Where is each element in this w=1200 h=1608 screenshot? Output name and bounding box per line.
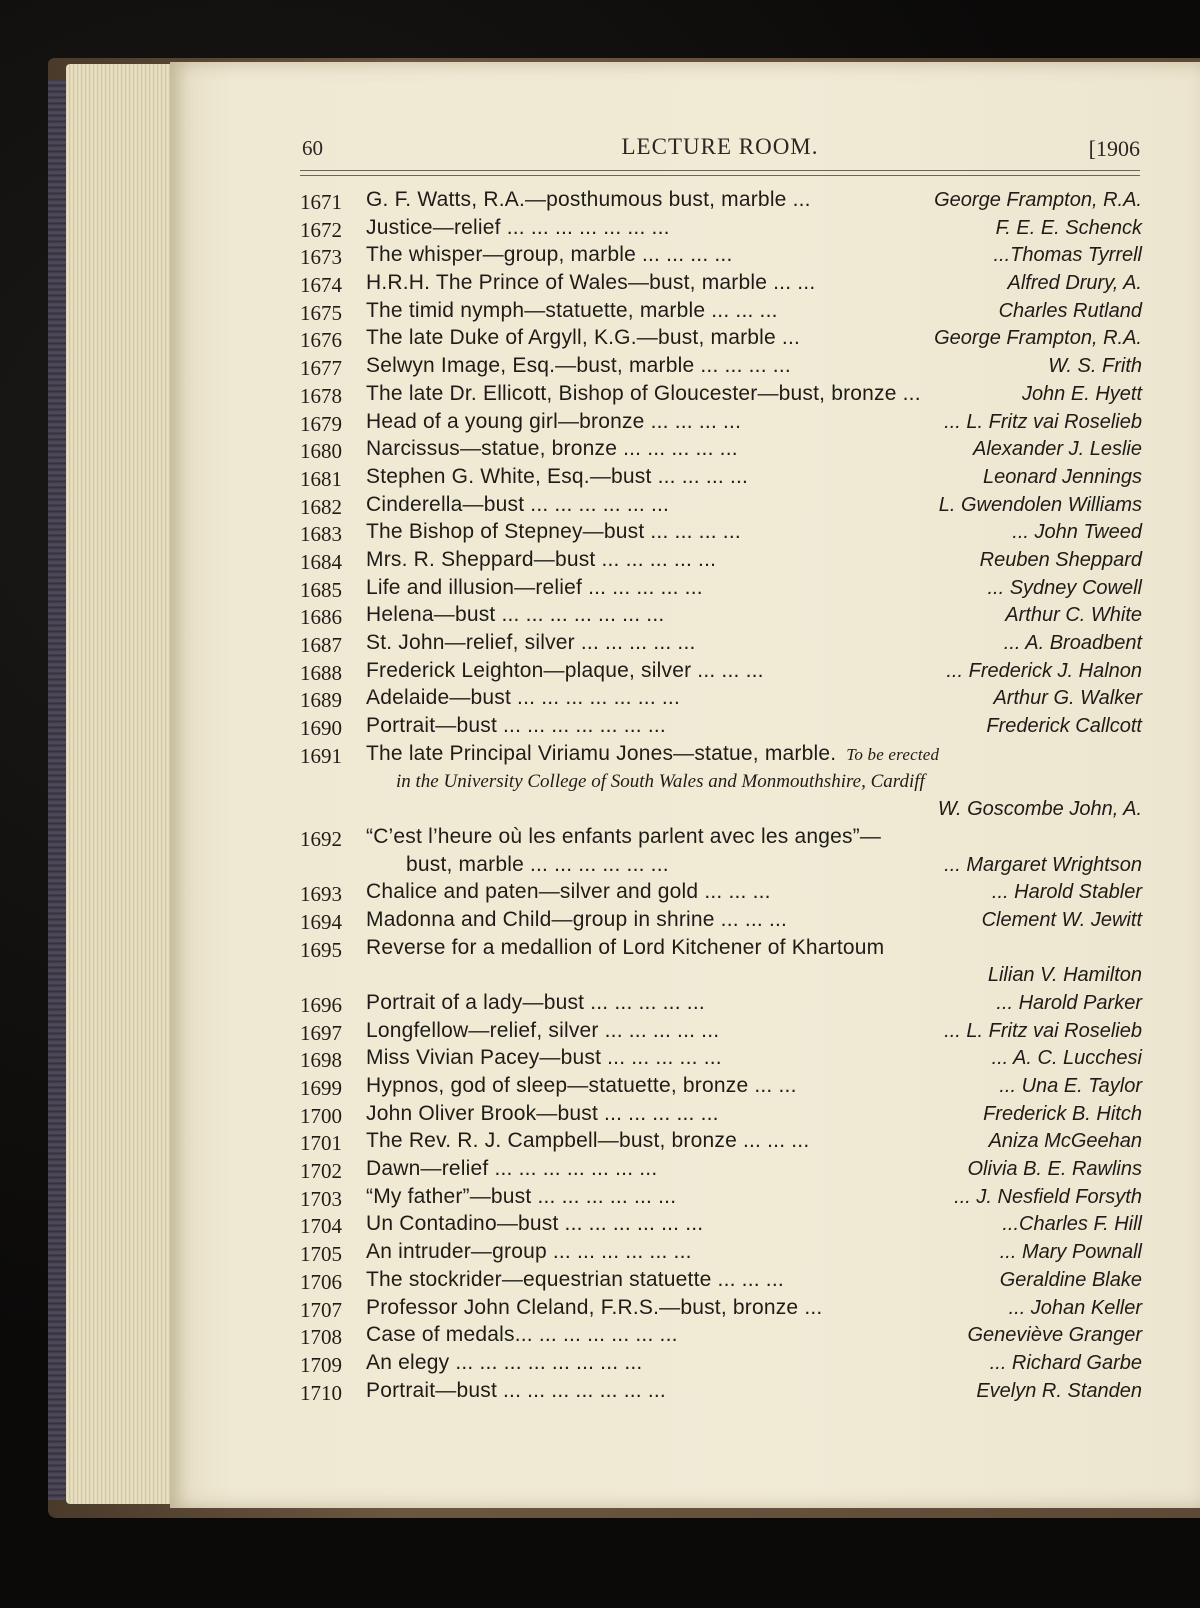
entry-artist: ... Harold Stabler: [991, 881, 1142, 904]
entry-artist: F. E. E. Schenck: [995, 216, 1142, 239]
entry-artist: ... A. C. Lucchesi: [991, 1047, 1142, 1070]
entry-number: 1679: [300, 411, 342, 436]
entry-artist: ... Mary Pownall: [999, 1241, 1142, 1264]
catalogue-entry-artist-line: [300, 797, 1142, 825]
catalogue-entry: [300, 1157, 1142, 1185]
catalogue-entry: [300, 216, 1142, 244]
catalogue-entry: [300, 991, 1142, 1019]
entry-number: 1692: [300, 826, 342, 851]
entry-number: 1707: [300, 1297, 342, 1322]
entry-artist: L. Gwendolen Williams: [938, 493, 1142, 516]
entry-artist: Reuben Sheppard: [979, 548, 1142, 571]
entry-title: Frederick Leighton—plaque, silver ... ... ...: [366, 658, 764, 682]
entry-number: 1703: [300, 1186, 342, 1211]
entry-artist: George Frampton, R.A.: [934, 327, 1142, 350]
entry-title: Mrs. R. Sheppard—bust ... ... ... ... ...: [366, 547, 717, 571]
catalogue-entry: [300, 410, 1142, 438]
entry-number: 1704: [300, 1214, 342, 1239]
entry-number: 1710: [300, 1380, 342, 1405]
entry-artist: Clement W. Jewitt: [981, 908, 1142, 931]
entry-title: John Oliver Brook—bust ... ... ... ... ...: [366, 1101, 719, 1125]
catalogue-entry: [300, 271, 1142, 299]
entry-title: Case of medals... ... ... ... ... ... ...: [366, 1323, 678, 1347]
entry-artist: ... Johan Keller: [1008, 1296, 1142, 1319]
catalogue-entry: [300, 520, 1142, 548]
entry-note-start: To be erected: [846, 744, 940, 764]
entry-number: 1690: [300, 716, 342, 741]
page-edges: [66, 64, 176, 1504]
catalogue-entry: [300, 437, 1142, 465]
catalogue-entry: [300, 354, 1142, 382]
entry-title: Portrait—bust ... ... ... ... ... ... ...: [366, 714, 666, 738]
entry-title: Reverse for a medallion of Lord Kitchener of Khartoum: [366, 935, 885, 959]
catalogue-entry: [300, 1351, 1142, 1379]
catalogue-entry: [300, 936, 1142, 964]
entry-artist: ...Thomas Tyrrell: [993, 244, 1142, 267]
entry-artist: Geneviève Granger: [967, 1324, 1142, 1347]
entry-number: 1691: [300, 743, 342, 768]
entry-title: Cinderella—bust ... ... ... ... ... ...: [366, 492, 670, 516]
catalogue-entry: [300, 1212, 1142, 1240]
entry-number: 1673: [300, 245, 342, 270]
entry-title: Professor John Cleland, F.R.S.—bust, bronze ...: [366, 1295, 823, 1319]
entry-artist: George Frampton, R.A.: [934, 189, 1142, 211]
catalogue-entry: [300, 382, 1142, 410]
entry-title: Longfellow—relief, silver ... ... ... ... ...: [366, 1018, 720, 1042]
entry-title: The Rev. R. J. Campbell—bust, bronze ... ... ...: [366, 1129, 810, 1153]
entry-number: 1709: [300, 1352, 342, 1377]
catalogue-entry-artist-line: [300, 963, 1142, 991]
entry-artist: ... A. Broadbent: [1003, 632, 1142, 654]
entry-artist: Geraldine Blake: [999, 1268, 1142, 1291]
entry-artist: ... Richard Garbe: [989, 1351, 1142, 1374]
entry-number: 1697: [300, 1020, 342, 1045]
catalogue-entry: [300, 243, 1142, 271]
entry-note: in the University College of South Wales and Monmouthshire, Cardiff: [396, 771, 925, 793]
catalogue-entry: [300, 1323, 1142, 1351]
entry-artist: ... Harold Parker: [996, 991, 1142, 1014]
catalogue-entry: [300, 326, 1142, 354]
entry-title: Miss Vivian Pacey—bust ... ... ... ... ...: [366, 1046, 722, 1070]
entry-number: 1695: [300, 937, 342, 962]
entry-title: Hypnos, god of sleep—statuette, bronze ... ...: [366, 1074, 797, 1097]
entry-title: G. F. Watts, R.A.—posthumous bust, marble ...: [366, 188, 811, 211]
entry-artist: Alfred Drury, A.: [1007, 272, 1142, 295]
entry-artist: Frederick Callcott: [986, 715, 1142, 738]
page-number: 60: [302, 136, 323, 160]
entry-artist: Arthur C. White: [1005, 604, 1142, 627]
entry-number: 1702: [300, 1159, 342, 1184]
entry-artist: W. S. Frith: [1048, 355, 1142, 378]
entry-artist: Leonard Jennings: [982, 465, 1142, 488]
entry-title: Head of a young girl—bronze ... ... ... ...: [366, 409, 742, 433]
entry-number: 1675: [300, 300, 342, 325]
entry-number: 1688: [300, 660, 342, 685]
catalogue-entry: [300, 1102, 1142, 1130]
entry-number: 1706: [300, 1269, 342, 1294]
catalogue-entry: [300, 1268, 1142, 1296]
entry-title: The whisper—group, marble ... ... ... ...: [366, 243, 733, 267]
entry-title: Helena—bust ... ... ... ... ... ... ...: [366, 603, 665, 627]
entry-number: 1686: [300, 605, 342, 630]
entry-artist: ...Charles F. Hill: [1002, 1213, 1142, 1236]
entry-number: 1678: [300, 383, 342, 408]
entry-number: 1674: [300, 273, 342, 298]
page-year: [1906: [1088, 136, 1140, 161]
entry-title: The stockrider—equestrian statuette ... ... ...: [366, 1267, 784, 1291]
page-title: LECTURE ROOM.: [621, 134, 819, 159]
entry-number: 1682: [300, 494, 342, 519]
header-rule: [300, 170, 1140, 176]
catalogue-entry: [300, 603, 1142, 631]
running-head: [300, 132, 1140, 166]
entry-title: [366, 742, 939, 766]
entry-artist: ... Sydney Cowell: [987, 576, 1142, 599]
catalogue-entry: [300, 1240, 1142, 1268]
entry-artist: ... J. Nesfield Forsyth: [954, 1185, 1142, 1208]
entry-number: 1687: [300, 633, 342, 657]
entry-number: 1708: [300, 1325, 342, 1350]
catalogue-entry: [300, 742, 1142, 770]
entry-title: St. John—relief, silver ... ... ... ... ...: [366, 631, 696, 654]
entry-number: 1698: [300, 1048, 342, 1073]
catalogue-entry: [300, 1019, 1142, 1047]
entry-artist: Evelyn R. Standen: [976, 1379, 1142, 1402]
entry-number: 1676: [300, 328, 342, 353]
entry-artist: Arthur G. Walker: [993, 687, 1142, 710]
entry-artist: Aniza McGeehan: [988, 1130, 1142, 1153]
entry-title: An intruder—group ... ... ... ... ... ...: [366, 1240, 692, 1264]
catalogue-entry: [300, 576, 1142, 604]
catalogue-entry: [300, 908, 1142, 936]
catalogue-entry: [300, 714, 1142, 742]
catalogue-entry: [300, 493, 1142, 521]
catalogue-list: [300, 188, 1142, 1406]
entry-artist: W. Goscombe John, A.: [937, 798, 1142, 821]
catalogue-entry: [300, 686, 1142, 714]
entry-continuation: bust, marble ... ... ... ... ... ...: [406, 852, 669, 876]
catalogue-entry: [300, 1296, 1142, 1324]
catalogue-entry: [300, 299, 1142, 327]
entry-number: 1700: [300, 1103, 342, 1128]
catalogue-entry: [300, 188, 1142, 216]
entry-artist: Alexander J. Leslie: [973, 438, 1142, 461]
entry-title: Life and illusion—relief ... ... ... ... ...: [366, 575, 703, 599]
entry-number: 1681: [300, 466, 342, 491]
entry-artist: John E. Hyett: [1021, 382, 1142, 405]
entry-title: Dawn—relief ... ... ... ... ... ... ...: [366, 1157, 658, 1181]
entry-artist: Olivia B. E. Rawlins: [967, 1158, 1142, 1181]
entry-artist: ... Una E. Taylor: [999, 1075, 1142, 1097]
entry-artist: ... L. Fritz vai Roselieb: [944, 1019, 1142, 1042]
entry-number: 1672: [300, 217, 342, 242]
entry-number: 1671: [300, 190, 342, 214]
entry-title: The timid nymph—statuette, marble ... ... ...: [366, 298, 778, 322]
entry-title: Portrait of a lady—bust ... ... ... ... ...: [366, 990, 705, 1014]
entry-number: 1684: [300, 549, 342, 574]
entry-title: The Bishop of Stepney—bust ... ... ... ...: [366, 520, 741, 544]
entry-title: “C’est l’heure où les enfants parlent avec les anges”—: [366, 824, 882, 848]
entry-number: 1701: [300, 1131, 342, 1156]
catalogue-entry: [300, 659, 1142, 687]
catalogue-entry: [300, 1129, 1142, 1157]
entry-artist: ... John Tweed: [1012, 521, 1142, 544]
entry-title: The late Duke of Argyll, K.G.—bust, marble ...: [366, 326, 801, 350]
entry-title: Stephen G. White, Esq.—bust ... ... ... ...: [366, 464, 749, 488]
entry-artist: ... L. Fritz vai Roselieb: [944, 410, 1142, 433]
entry-title: Un Contadino—bust ... ... ... ... ... ...: [366, 1212, 704, 1236]
catalogue-entry-continuation: [300, 853, 1142, 881]
entry-title: Madonna and Child—group in shrine ... ... ...: [366, 907, 788, 931]
catalogue-entry: [300, 1074, 1142, 1102]
catalogue-entry: [300, 1379, 1142, 1407]
entry-title: Portrait—bust ... ... ... ... ... ... ...: [366, 1378, 666, 1402]
entry-number: 1685: [300, 577, 342, 602]
entry-number: 1677: [300, 356, 342, 381]
entry-artist: Charles Rutland: [998, 299, 1142, 322]
entry-title: An elegy ... ... ... ... ... ... ... ...: [366, 1350, 643, 1374]
entry-title: The late Dr. Ellicott, Bishop of Gloucester—bust, bronze ...: [366, 381, 921, 405]
entry-title: H.R.H. The Prince of Wales—bust, marble ... ...: [366, 271, 816, 295]
entry-number: 1694: [300, 909, 342, 934]
entry-number: 1699: [300, 1076, 342, 1100]
entry-number: 1689: [300, 688, 342, 713]
entry-title: Chalice and paten—silver and gold ... ... ...: [366, 880, 771, 904]
entry-title-text: The late Principal Viriamu Jones—statue, marble.: [366, 741, 837, 765]
catalogue-entry: [300, 548, 1142, 576]
entry-number: 1683: [300, 522, 342, 547]
catalogue-entry: [300, 631, 1142, 659]
catalogue-entry: [300, 880, 1142, 908]
entry-title: Adelaide—bust ... ... ... ... ... ... ...: [366, 686, 680, 710]
entry-number: 1696: [300, 992, 342, 1017]
entry-title: Selwyn Image, Esq.—bust, marble ... ... ... ...: [366, 354, 791, 378]
entry-artist: Frederick B. Hitch: [983, 1102, 1142, 1125]
catalogue-entry: [300, 1185, 1142, 1213]
entry-title: Justice—relief ... ... ... ... ... ... ...: [366, 215, 670, 239]
entry-number: 1693: [300, 882, 342, 907]
catalogue-entry: [300, 1046, 1142, 1074]
catalogue-entry: [300, 465, 1142, 493]
entry-artist: Lilian V. Hamilton: [987, 964, 1142, 987]
entry-artist: ... Frederick J. Halnon: [946, 659, 1142, 682]
entry-title: Narcissus—statue, bronze ... ... ... ... ...: [366, 437, 738, 461]
catalogue-entry: [300, 825, 1142, 853]
entry-artist: ... Margaret Wrightson: [944, 853, 1142, 876]
entry-number: 1680: [300, 439, 342, 464]
entry-number: 1705: [300, 1242, 342, 1267]
entry-title: “My father”—bust ... ... ... ... ... ...: [366, 1184, 677, 1208]
